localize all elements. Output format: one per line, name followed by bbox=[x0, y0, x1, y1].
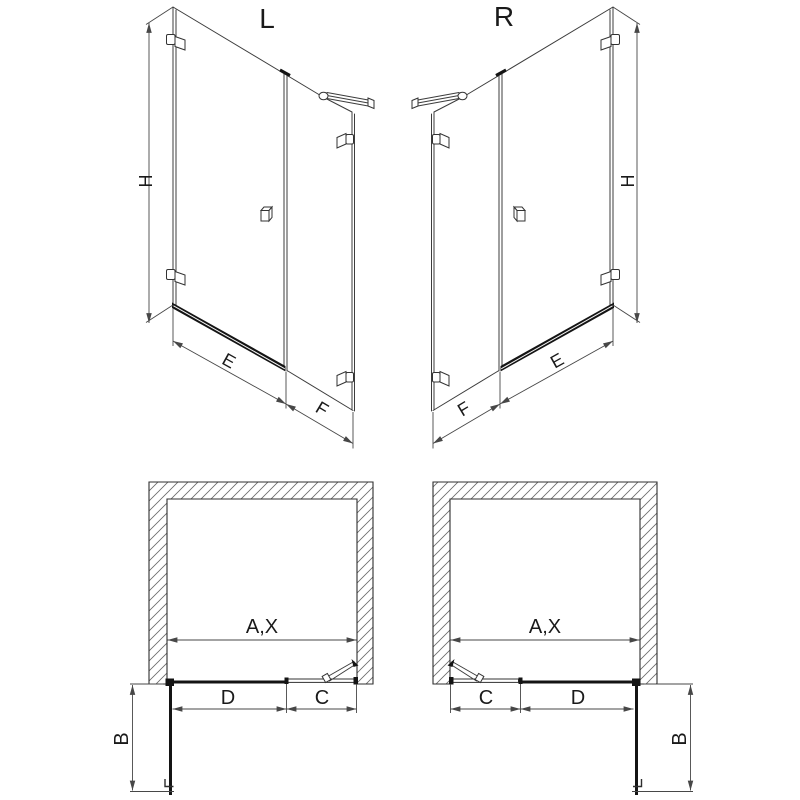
label-opening: A,X bbox=[245, 616, 279, 638]
panel-clamp-bottom bbox=[337, 372, 354, 387]
label-fixed: C bbox=[478, 687, 494, 709]
fixed-panel-plan bbox=[451, 679, 519, 682]
label-door: D bbox=[220, 687, 236, 709]
label-fixed: C bbox=[314, 687, 330, 709]
label-door-width: E bbox=[546, 349, 568, 373]
label-height: H bbox=[136, 174, 156, 188]
panel-joint bbox=[519, 678, 523, 685]
side-panel-bracket bbox=[632, 679, 641, 687]
handle-knob bbox=[261, 207, 272, 221]
wall-hatched bbox=[433, 482, 657, 684]
label-door: D bbox=[570, 687, 586, 709]
label-fixed-panel: F bbox=[454, 397, 474, 421]
wall-hatched bbox=[149, 482, 373, 684]
dimension-side-panel bbox=[632, 684, 693, 792]
title-left-version: L bbox=[259, 3, 275, 34]
dimension-fixed bbox=[287, 684, 357, 713]
dimension-fixed-panel bbox=[286, 397, 353, 448]
dimension-opening bbox=[168, 616, 357, 640]
support-bar bbox=[412, 92, 467, 108]
dimension-door bbox=[521, 687, 634, 709]
handle-knob bbox=[514, 207, 525, 221]
dimension-fixed bbox=[451, 684, 521, 713]
dimension-side-panel bbox=[111, 684, 174, 792]
label-opening: A,X bbox=[528, 616, 562, 638]
plan-view-left bbox=[111, 482, 373, 795]
panel-clamp-top bbox=[433, 134, 450, 149]
label-side-panel: B bbox=[669, 732, 691, 746]
panel-clamp-bottom bbox=[433, 372, 450, 387]
side-panel-bracket bbox=[166, 679, 175, 687]
dimension-opening bbox=[451, 616, 640, 640]
dimension-door bbox=[173, 684, 287, 713]
label-height: H bbox=[618, 174, 638, 188]
wall-bracket bbox=[449, 677, 454, 685]
iso-view-left bbox=[136, 3, 374, 449]
panel-clamp-top bbox=[337, 134, 354, 149]
panel-joint bbox=[285, 678, 289, 685]
label-side-panel: B bbox=[111, 732, 133, 746]
title-right-version: R bbox=[493, 1, 515, 32]
label-door-width: E bbox=[218, 349, 240, 373]
dimension-fixed-panel bbox=[433, 397, 500, 448]
support-bar bbox=[319, 92, 374, 108]
iso-view-right bbox=[412, 1, 640, 449]
wall-bracket bbox=[354, 677, 359, 685]
plan-view-right bbox=[433, 482, 693, 795]
label-fixed-panel: F bbox=[312, 397, 332, 421]
fixed-panel-plan bbox=[288, 679, 356, 682]
